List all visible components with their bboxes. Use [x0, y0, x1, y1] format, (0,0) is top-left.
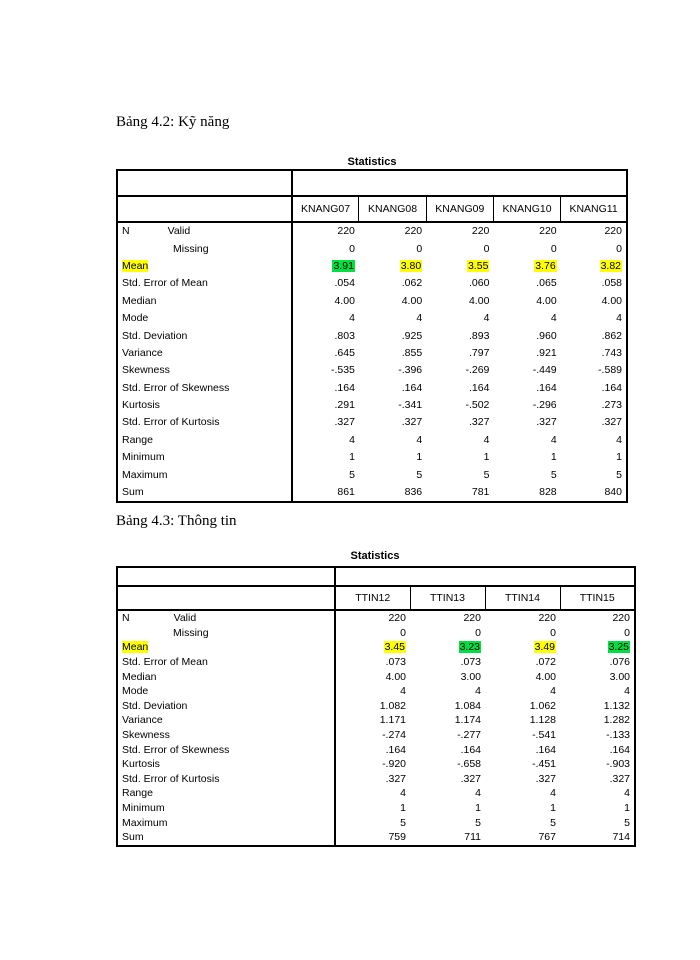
value-cell: 4 — [550, 685, 556, 698]
column-header-ttin12: TTIN12 — [335, 586, 410, 610]
mean-value-highlight: 3.25 — [608, 641, 629, 654]
table-row — [117, 830, 635, 846]
row-group-label: N — [122, 612, 130, 625]
row-label: Skewness — [122, 729, 170, 742]
table2-header-blank — [335, 567, 635, 586]
table-row — [117, 626, 635, 641]
value-cell: .164 — [536, 381, 557, 394]
table1-header-stub — [117, 170, 292, 196]
table-row — [117, 669, 635, 684]
value-cell: 5 — [483, 468, 490, 481]
row-label: Range — [122, 787, 153, 800]
table1-caption: Bảng 4.2: Kỹ năng — [116, 114, 230, 130]
value-cell: .327 — [536, 416, 557, 429]
value-cell: 4.00 — [335, 669, 410, 684]
value-cell: 1 — [483, 451, 490, 464]
table1-column-header-row — [117, 196, 627, 222]
value-cell: .327 — [401, 416, 423, 429]
value-cell: .164 — [609, 743, 630, 756]
value-cell: 1 — [624, 802, 630, 815]
value-cell: -.269 — [465, 364, 490, 377]
row-label — [117, 640, 335, 655]
value-cell: -.541 — [532, 729, 556, 742]
value-cell: -.920 — [335, 757, 410, 772]
value-cell: .062 — [401, 277, 423, 290]
table-row — [117, 414, 627, 431]
row-label: Minimum — [122, 802, 165, 815]
table-row — [117, 699, 635, 714]
value-cell: .164 — [468, 381, 490, 394]
column-header-ttin14: TTIN14 — [485, 586, 560, 610]
value-cell: 711 — [464, 831, 481, 844]
table1-body — [117, 222, 627, 502]
value-cell: -.296 — [532, 399, 557, 412]
value-cell: 0 — [335, 626, 410, 641]
value-cell: -.658 — [457, 758, 481, 771]
value-cell: 767 — [538, 831, 556, 844]
value-cell: 3.00 — [460, 670, 481, 683]
table-row — [117, 757, 635, 772]
value-cell: 1 — [616, 451, 622, 464]
value-cell: 4 — [483, 433, 490, 446]
value-cell: 220 — [463, 612, 481, 625]
statistics-table-knang — [116, 169, 628, 503]
value-cell: 4.00 — [401, 294, 423, 307]
value-cell: 0 — [550, 242, 557, 255]
row-label: Std. Error of Skewness — [122, 381, 230, 394]
table-row — [117, 222, 627, 240]
value-cell: -.449 — [532, 364, 557, 377]
value-cell: -.502 — [465, 399, 490, 412]
value-cell: .862 — [601, 329, 622, 342]
value-cell: 4 — [292, 310, 359, 327]
value-cell: 840 — [604, 486, 622, 499]
value-cell: -.903 — [606, 758, 630, 771]
value-cell: .073 — [335, 655, 410, 670]
value-cell: 1 — [550, 451, 557, 464]
value-cell: 4 — [616, 312, 622, 325]
table-row — [117, 240, 627, 257]
value-cell: 4 — [550, 433, 557, 446]
value-cell: -.535 — [292, 362, 359, 379]
value-cell: .273 — [601, 399, 622, 412]
column-header-knang09: KNANG09 — [426, 196, 493, 222]
value-cell: 828 — [539, 486, 557, 499]
value-cell: .060 — [468, 277, 490, 290]
value-cell: .164 — [292, 380, 359, 397]
row-label: Std. Deviation — [122, 699, 188, 712]
table2-title: Statistics — [350, 550, 400, 562]
mean-label-highlight: Mean — [122, 641, 149, 654]
row-label: Maximum — [122, 816, 168, 829]
value-cell: 4 — [550, 787, 556, 800]
value-cell: 1 — [292, 449, 359, 466]
value-cell: .327 — [535, 772, 556, 785]
mean-value-cell — [335, 640, 410, 655]
row-label: Kurtosis — [122, 758, 160, 771]
value-cell: 5 — [475, 816, 481, 829]
mean-value-cell — [561, 258, 627, 275]
column-header-knang10: KNANG10 — [493, 196, 560, 222]
value-cell: .164 — [535, 743, 556, 756]
value-cell: 220 — [604, 225, 622, 238]
value-cell: .327 — [292, 414, 359, 431]
table2-body — [117, 610, 635, 846]
table1-title: Statistics — [347, 156, 397, 168]
value-cell: 0 — [550, 626, 556, 639]
value-cell: 4 — [335, 684, 410, 699]
value-cell: 3.00 — [609, 670, 630, 683]
row-label: Std. Error of Kurtosis — [122, 772, 220, 785]
row-label: Std. Deviation — [122, 329, 188, 342]
value-cell: 1.128 — [529, 714, 556, 727]
mean-value-highlight: 3.82 — [600, 259, 621, 272]
row-label: Std. Error of Mean — [122, 656, 208, 669]
value-cell: .803 — [292, 327, 359, 344]
table-row — [117, 310, 627, 327]
row-label — [117, 222, 292, 240]
table-row — [117, 801, 635, 816]
value-cell: .164 — [401, 381, 423, 394]
value-cell: .327 — [609, 772, 630, 785]
table1-column-stub — [117, 196, 292, 222]
mean-value-cell — [560, 640, 635, 655]
value-cell: .921 — [536, 346, 557, 359]
column-header-knang11: KNANG11 — [561, 196, 627, 222]
table-row — [117, 786, 635, 801]
table2-header-stub — [117, 567, 335, 586]
value-cell: 1.132 — [603, 699, 630, 712]
value-cell: .327 — [468, 416, 490, 429]
value-cell: 0 — [416, 242, 423, 255]
mean-value-cell — [410, 640, 485, 655]
mean-value-cell — [292, 258, 359, 275]
value-cell: 1.171 — [335, 713, 410, 728]
row-label: Std. Error of Kurtosis — [122, 416, 220, 429]
table1-header-blank — [292, 170, 627, 196]
value-cell: 836 — [404, 486, 423, 499]
table-row — [117, 742, 635, 757]
table-row — [117, 327, 627, 344]
row-label: Std. Error of Mean — [122, 277, 208, 290]
table-row — [117, 610, 635, 626]
value-cell: 220 — [612, 612, 630, 625]
value-cell: 5 — [550, 468, 557, 481]
value-cell: .960 — [536, 329, 557, 342]
value-cell: 0 — [292, 240, 359, 257]
value-cell: 1 — [475, 802, 481, 815]
value-cell: 5 — [624, 816, 630, 829]
value-cell: .743 — [601, 346, 622, 359]
table-row — [117, 728, 635, 743]
value-cell: .925 — [401, 329, 423, 342]
table-row — [117, 432, 627, 449]
value-cell: .855 — [401, 346, 423, 359]
value-cell: .076 — [609, 656, 630, 669]
value-cell: 4.00 — [601, 294, 622, 307]
table2-column-header-row — [117, 586, 635, 610]
table-row — [117, 684, 635, 699]
row-label: Sum — [122, 486, 144, 499]
value-cell: .645 — [292, 345, 359, 362]
table-row — [117, 449, 627, 466]
mean-value-cell — [359, 258, 426, 275]
value-cell: 4.00 — [468, 294, 490, 307]
mean-value-highlight: 3.76 — [535, 259, 556, 272]
row-label: Variance — [122, 346, 163, 359]
value-cell: .327 — [335, 772, 410, 787]
value-cell: .164 — [460, 743, 481, 756]
value-cell: 1 — [550, 802, 556, 815]
row-sublabel: Missing — [173, 242, 209, 255]
table-row — [117, 772, 635, 787]
value-cell: 4 — [416, 433, 423, 446]
mean-value-highlight: 3.55 — [467, 259, 489, 272]
mean-value-highlight: 3.49 — [534, 641, 555, 654]
value-cell: 220 — [471, 225, 490, 238]
mean-value-highlight: 3.23 — [459, 641, 480, 654]
value-cell: 4 — [335, 786, 410, 801]
mean-value-cell — [426, 258, 493, 275]
value-cell: 5 — [550, 816, 556, 829]
value-cell: 5 — [292, 466, 359, 483]
row-label: Variance — [122, 714, 163, 727]
table-row — [117, 362, 627, 379]
table2-header-spacer — [117, 567, 635, 586]
value-cell: .327 — [460, 772, 481, 785]
value-cell: 4.00 — [536, 294, 557, 307]
value-cell: -.277 — [457, 729, 481, 742]
row-label — [117, 258, 292, 275]
row-label: Std. Error of Skewness — [122, 743, 230, 756]
row-sublabel: Missing — [173, 626, 209, 639]
value-cell: 4 — [624, 685, 630, 698]
value-cell: 1 — [335, 801, 410, 816]
table-row — [117, 640, 635, 655]
table-row — [117, 293, 627, 310]
column-header-ttin15: TTIN15 — [560, 586, 635, 610]
value-cell: 0 — [616, 242, 622, 255]
value-cell: .058 — [601, 277, 622, 290]
table-row — [117, 815, 635, 830]
table-row — [117, 484, 627, 502]
value-cell: 714 — [612, 831, 630, 844]
row-label: Kurtosis — [122, 399, 160, 412]
value-cell: -.274 — [335, 728, 410, 743]
table-row — [117, 380, 627, 397]
value-cell: -.451 — [532, 758, 556, 771]
value-cell: 220 — [292, 222, 359, 240]
value-cell: 220 — [538, 612, 556, 625]
value-cell: 781 — [471, 486, 490, 499]
row-label — [117, 610, 335, 626]
row-sublabel: Valid — [173, 612, 197, 625]
row-label: Sum — [122, 831, 144, 844]
value-cell: 5 — [335, 815, 410, 830]
column-header-ttin13: TTIN13 — [410, 586, 485, 610]
table2-column-stub — [117, 586, 335, 610]
value-cell: 5 — [416, 468, 423, 481]
table-row — [117, 655, 635, 670]
value-cell: .893 — [468, 329, 490, 342]
table-row — [117, 397, 627, 414]
column-header-knang08: KNANG08 — [359, 196, 426, 222]
value-cell: 4 — [475, 787, 481, 800]
mean-value-highlight: 3.80 — [400, 259, 422, 272]
row-label: Minimum — [122, 451, 165, 464]
value-cell: 759 — [335, 830, 410, 846]
value-cell: -.133 — [606, 729, 630, 742]
statistics-table-ttin — [116, 566, 636, 847]
value-cell: 1.062 — [529, 699, 556, 712]
row-label: Mode — [122, 312, 149, 325]
value-cell: 4 — [483, 312, 490, 325]
value-cell: -.396 — [398, 364, 423, 377]
value-cell: 1.084 — [454, 699, 481, 712]
value-cell: -.589 — [598, 364, 622, 377]
table-row — [117, 345, 627, 362]
table2-caption: Bảng 4.3: Thông tin — [116, 513, 237, 529]
value-cell: 861 — [292, 484, 359, 502]
row-label: Median — [122, 670, 157, 683]
table-row — [117, 258, 627, 275]
table-row — [117, 466, 627, 483]
value-cell: 1.282 — [603, 714, 630, 727]
mean-value-highlight: 3.45 — [384, 641, 405, 654]
value-cell: 220 — [404, 225, 423, 238]
table1-header-spacer — [117, 170, 627, 196]
value-cell: 1.174 — [454, 714, 481, 727]
value-cell: 4 — [624, 787, 630, 800]
value-cell: .054 — [292, 275, 359, 292]
table-row — [117, 275, 627, 292]
value-cell: 4 — [616, 433, 622, 446]
row-label: Range — [122, 433, 153, 446]
value-cell: .327 — [601, 416, 622, 429]
value-cell: .065 — [536, 277, 557, 290]
mean-value-cell — [485, 640, 560, 655]
row-label: Mode — [122, 685, 149, 698]
value-cell: 1 — [416, 451, 423, 464]
value-cell: 4.00 — [292, 293, 359, 310]
value-cell: 0 — [624, 626, 630, 639]
value-cell: 0 — [483, 242, 490, 255]
value-cell: .164 — [601, 381, 622, 394]
value-cell: 4.00 — [535, 670, 556, 683]
value-cell: -.341 — [398, 399, 423, 412]
row-label: Maximum — [122, 468, 168, 481]
column-header-knang07: KNANG07 — [292, 196, 359, 222]
value-cell: .072 — [535, 656, 556, 669]
value-cell: .797 — [468, 346, 490, 359]
value-cell: 1.082 — [335, 699, 410, 714]
row-group-label: N — [122, 225, 130, 238]
row-label: Skewness — [122, 364, 170, 377]
mean-value-highlight: 3.91 — [333, 259, 354, 272]
value-cell: .291 — [292, 397, 359, 414]
value-cell: 4 — [416, 312, 423, 325]
value-cell: 4 — [550, 312, 557, 325]
value-cell: 0 — [475, 626, 481, 639]
row-label: Median — [122, 294, 157, 307]
value-cell: 4 — [292, 432, 359, 449]
mean-value-cell — [493, 258, 560, 275]
mean-label-highlight: Mean — [122, 259, 149, 272]
table-row — [117, 713, 635, 728]
value-cell: 4 — [475, 685, 481, 698]
value-cell: .164 — [335, 742, 410, 757]
value-cell: 220 — [539, 225, 557, 238]
value-cell: 220 — [335, 610, 410, 626]
value-cell: 5 — [616, 468, 622, 481]
value-cell: .073 — [460, 656, 481, 669]
row-sublabel: Valid — [167, 225, 191, 238]
